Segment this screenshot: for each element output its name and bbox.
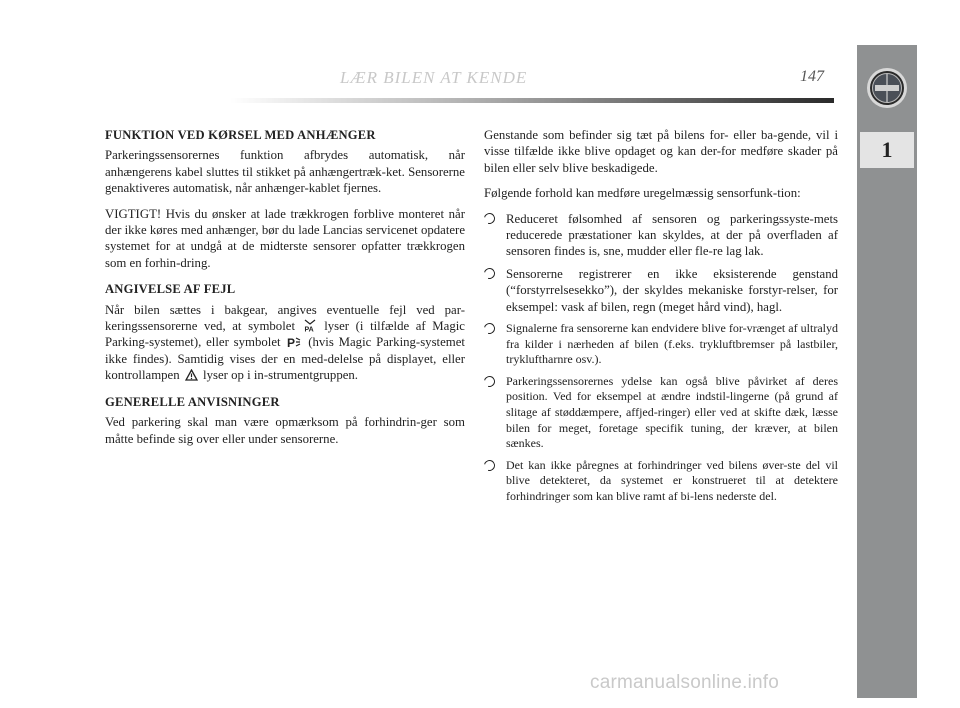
section-heading: ANGIVELSE AF FEJL — [105, 282, 236, 297]
list-item-text: Parkeringssensorernes ydelse kan også blive påvirket af deres position. Ved for eksempel at ændre indstil-lingerne (på grund af slitage af støddæmpere, affjed-ringer) eller ved at skifte dæk, læsse bilen for meget, foretage specifik tuning, der kræver, at bilen sænkes. — [506, 373, 838, 451]
list-item — [484, 458, 838, 505]
left-column — [105, 127, 465, 457]
chapter-tab: 1 — [860, 132, 914, 168]
lancia-logo-icon — [865, 66, 909, 110]
warning-triangle-icon — [185, 369, 198, 381]
svg-text:PA: PA — [304, 326, 314, 333]
right-column — [484, 127, 838, 511]
paragraph: VIGTIGT! Hvis du ønsker at lade trækkrogen forblive monteret når der ikke køres med anhænger, bør du lade Lancias servicenet opdatere systemet for at undgå at de midterste sensorer opfatter trækkrogen som en forhin-dring. — [105, 206, 465, 270]
text-run: (hvis Magic Parking-systemet ikke findes). Samtidig vises der en med-delelse på displayet, eller kontrollampen — [105, 335, 465, 383]
text-run: lyser op i in-strumentgruppen. — [203, 368, 359, 383]
svg-text:P: P — [287, 336, 296, 349]
section-fault — [105, 281, 465, 383]
text-run: lyser (i tilfælde af Magic Parking-systemet), eller symbolet — [105, 319, 465, 350]
list-item — [484, 374, 838, 452]
list-item — [484, 211, 838, 260]
parking-p-icon — [287, 336, 301, 348]
bullet-circle-icon — [482, 374, 497, 389]
list-item-text: Sensorerne registrerer en ikke eksisterende genstand (“forstyrrelsesekko”), der skyldes mekaniske forstyr-relser, for eksempel: vask af bilen, regn (meget hård vind), hagl. — [506, 266, 838, 314]
bullet-circle-icon — [482, 458, 497, 473]
paragraph: Parkeringssensorernes funktion afbrydes automatisk, når anhængerens kabel sluttes til stikket på anhængertræk-ket. Sensorerne genaktiveres automatisk, når anhænger-kablet fjernes. — [105, 148, 465, 196]
header-title: LÆR BILEN AT KENDE — [340, 68, 528, 87]
list-item-text: Signalerne fra sensorerne kan endvidere blive for-vrænget af ultralyd fra kilder i nærheden af bilen (f.eks. trykluftbremser på lastbiler, trykluftharnre osv.). — [506, 321, 838, 367]
bullet-circle-icon — [482, 266, 497, 281]
paragraph: Genstande som befinder sig tæt på bilens for- eller ba-gende, vil i visse tilfælde ikke blive opdaget og kan der-for medføre skader på bilen eller selv blive beskadigede. — [484, 128, 838, 175]
list-item — [484, 321, 838, 368]
bullet-circle-icon — [482, 211, 497, 226]
section-general — [105, 394, 465, 447]
paragraph: Ved parkering skal man være opmærksom på forhindrin-ger som måtte befinde sig over eller under sensorerne. — [105, 415, 465, 446]
section-heading: FUNKTION VED KØRSEL MED ANHÆNGER — [105, 128, 376, 142]
list-item-text: Det kan ikke påregnes at forhindringer ved bilens øver-ste del vil blive detekteret, da systemet er konstrueret til at detektere forhindringer som kan blive ramt af bi-lens nederste del. — [506, 457, 838, 503]
list-item-text: Reduceret følsomhed af sensoren og parkeringssyste-mets reducerede præstationer kan skyldes, at der på overfladen af sensoren findes is, sne, mudder eller fle-re lag lak. — [506, 211, 838, 259]
watermark: carmanualsonline.info — [590, 672, 780, 693]
paragraph: Følgende forhold kan medføre uregelmæssig sensorfunk-tion: — [484, 186, 801, 201]
bullet-circle-icon — [482, 321, 497, 336]
list-item — [484, 266, 838, 315]
header-rule — [230, 98, 834, 103]
paragraph-fault — [105, 302, 465, 384]
bullet-list — [484, 211, 838, 505]
parking-sensor-icon — [304, 319, 316, 332]
page-number: 147 — [800, 68, 824, 85]
text-run: Når bilen sættes i bakgear, angives eventuelle fejl ved par-keringssensorerne ved, at symbolet — [105, 302, 465, 334]
logo-box — [857, 45, 917, 130]
section-trailer — [105, 127, 465, 271]
section-heading: GENERELLE ANVISNINGER — [105, 394, 280, 409]
